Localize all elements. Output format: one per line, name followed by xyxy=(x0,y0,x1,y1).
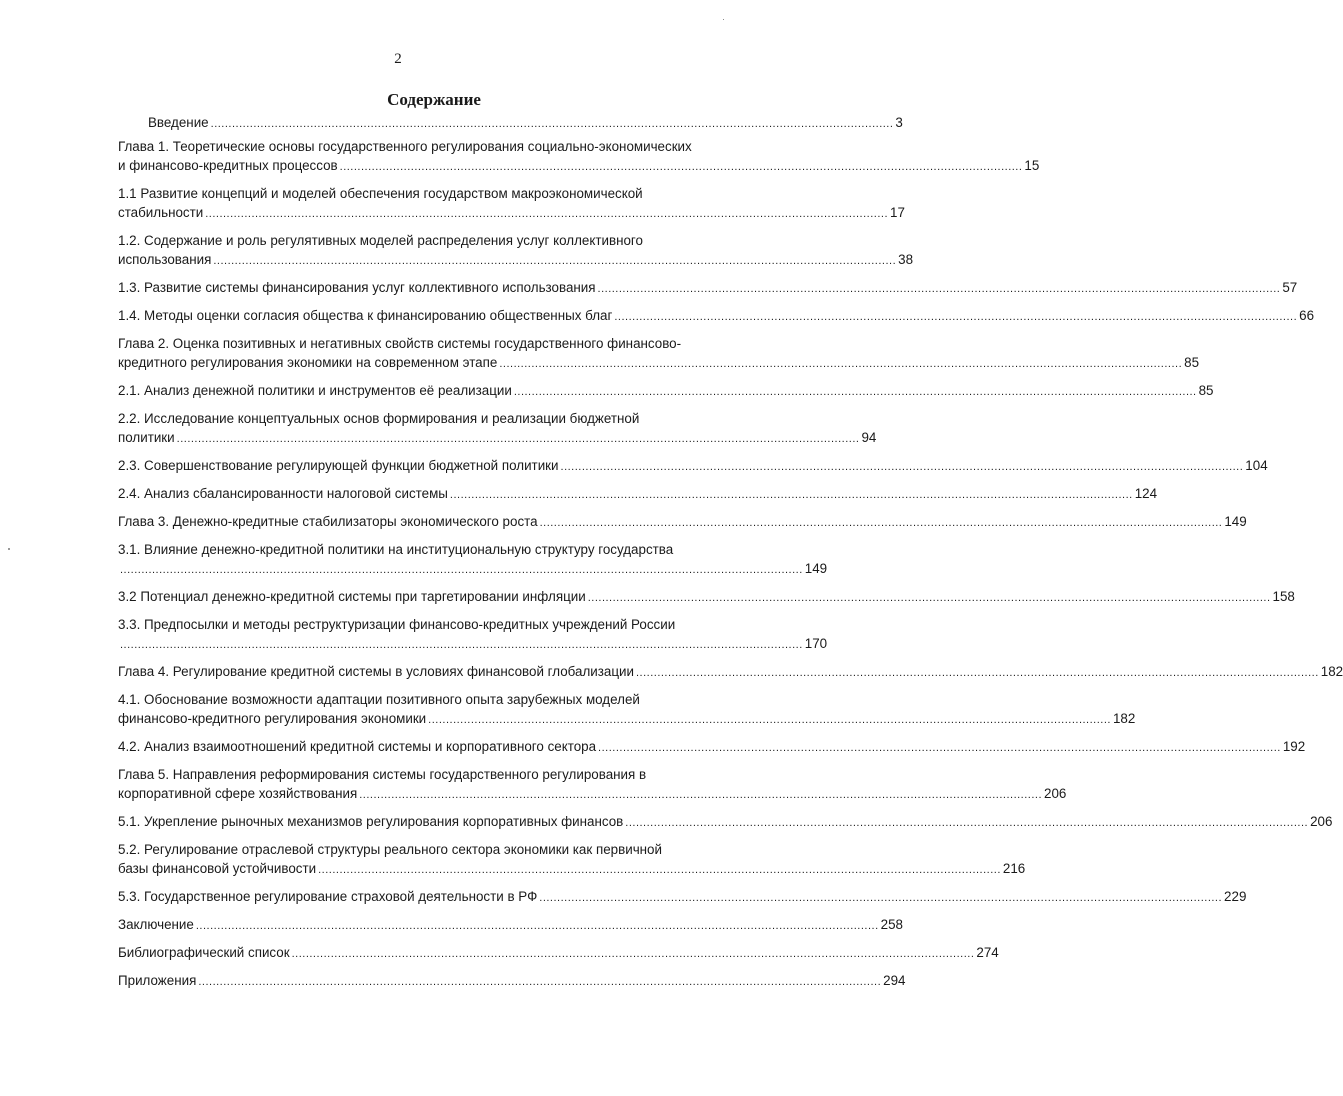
toc-leader-dots xyxy=(450,486,1133,505)
toc-entry-line xyxy=(118,587,1295,608)
toc-entry xyxy=(118,765,1067,805)
toc-entry xyxy=(118,184,905,224)
toc-leader-dots xyxy=(625,814,1308,833)
toc-entry xyxy=(118,512,1247,533)
toc-entry-title: стабильности xyxy=(118,205,204,220)
toc-entry-title: 4.2. Анализ взаимоотношений кредитной системы и корпоративного сектора xyxy=(118,739,597,754)
toc-entry-title: базы финансовой устойчивости xyxy=(118,861,317,876)
toc-leader-dots xyxy=(598,739,1281,758)
toc-entry xyxy=(118,137,1040,177)
toc-entry xyxy=(118,381,1214,402)
toc-entry-title: 2.1. Анализ денежной политики и инструментов её реализации xyxy=(118,383,512,398)
toc-entry-line xyxy=(118,156,1040,177)
toc-page-number: 170 xyxy=(804,636,828,651)
toc-leader-dots xyxy=(359,786,1042,805)
toc-entry xyxy=(148,113,903,134)
toc-page-number: 294 xyxy=(883,973,906,988)
toc-entry-title: использования xyxy=(118,252,212,267)
toc-page-number: 38 xyxy=(898,252,914,267)
toc-entry-title: Глава 2. Оценка позитивных и негативных свойств системы государственного финансово- xyxy=(118,336,682,351)
scan-artifact-dot xyxy=(8,548,10,550)
toc-entry-title: Введение xyxy=(148,115,209,130)
toc-page-number: 57 xyxy=(1282,280,1298,295)
toc-leader-dots xyxy=(428,711,1111,730)
toc-leader-dots xyxy=(211,115,894,134)
toc-entry-title: 1.2. Содержание и роль регулятивных моделей распределения услуг коллективного xyxy=(118,233,643,248)
toc-page-number: 66 xyxy=(1299,308,1315,323)
toc-entry xyxy=(118,306,1315,327)
toc-entry-line xyxy=(118,203,905,224)
toc-page-number: 3 xyxy=(895,115,903,130)
toc-entry-title: 1.3. Развитие системы финансирования услуг коллективного использования xyxy=(118,280,596,295)
toc-entry xyxy=(118,456,1268,477)
table-of-contents xyxy=(118,113,1343,999)
toc-page-number: 158 xyxy=(1272,589,1295,604)
toc-entry-line xyxy=(118,353,1200,374)
toc-leader-dots xyxy=(499,355,1182,374)
toc-leader-dots xyxy=(340,158,1023,177)
toc-page-number: 192 xyxy=(1282,739,1306,754)
toc-entry xyxy=(118,540,828,580)
toc-entry xyxy=(118,840,1026,880)
toc-page-number: 258 xyxy=(880,917,903,932)
toc-entry-line xyxy=(118,784,1067,805)
toc-leader-dots xyxy=(213,252,896,271)
toc-entry-line xyxy=(118,559,828,580)
toc-entry-title: 4.1. Обоснование возможности адаптации позитивного опыта зарубежных моделей xyxy=(118,692,640,707)
toc-leader-dots xyxy=(198,973,881,992)
toc-entry-line xyxy=(118,381,1214,402)
page-number: 2 xyxy=(394,51,402,67)
toc-entry-title: Глава 1. Теоретические основы государственного регулирования социально-экономических xyxy=(118,139,692,154)
toc-entry-title: политики xyxy=(118,430,175,445)
page-title: Содержание xyxy=(387,90,481,109)
toc-entry-title: Глава 5. Направления реформирования системы государственного регулирования в xyxy=(118,767,647,782)
toc-page-number: 182 xyxy=(1320,664,1343,679)
toc-entry-title: и финансово-кредитных процессов xyxy=(118,158,338,173)
toc-leader-dots xyxy=(514,383,1197,402)
toc-entry-line xyxy=(118,737,1306,758)
toc-entry-title: корпоративной сфере хозяйствования xyxy=(118,786,358,801)
scan-artifact-mark: · xyxy=(722,14,725,24)
toc-entry xyxy=(118,812,1333,833)
toc-entry xyxy=(118,737,1306,758)
toc-leader-dots xyxy=(292,945,975,964)
toc-entry xyxy=(118,943,999,964)
toc-leader-dots xyxy=(614,308,1297,327)
toc-entry-title: 2.4. Анализ сбалансированности налоговой системы xyxy=(118,486,448,501)
toc-entry-title: 3.2 Потенциал денежно-кредитной системы при таргетировании инфляции xyxy=(118,589,586,604)
toc-entry-title: Библиографический список xyxy=(118,945,290,960)
toc-entry-line xyxy=(118,250,914,271)
toc-entry-title: Приложения xyxy=(118,973,197,988)
toc-page-number: 229 xyxy=(1224,889,1247,904)
toc-entry-line xyxy=(118,306,1315,327)
toc-page-number: 216 xyxy=(1002,861,1026,876)
toc-leader-dots xyxy=(598,280,1281,299)
toc-entry-title: 3.1. Влияние денежно-кредитной политики на институциональную структуру государства xyxy=(118,542,674,557)
toc-entry-title: 5.1. Укрепление рыночных механизмов регулирования корпоративных финансов xyxy=(118,814,624,829)
toc-entry xyxy=(118,409,877,449)
toc-entry-line xyxy=(118,943,999,964)
toc-page-number: 274 xyxy=(976,945,999,960)
toc-leader-dots xyxy=(318,861,1001,880)
toc-page-number: 17 xyxy=(890,205,905,220)
toc-leader-dots xyxy=(177,430,860,449)
toc-entry-line xyxy=(118,859,1026,880)
toc-entry xyxy=(118,334,1200,374)
toc-entry-line xyxy=(118,971,906,992)
toc-page-number: 149 xyxy=(804,561,828,576)
toc-entry xyxy=(118,971,906,992)
toc-page-number: 182 xyxy=(1112,711,1136,726)
toc-page-number: 206 xyxy=(1310,814,1333,829)
toc-entry-line xyxy=(118,428,877,449)
toc-leader-dots xyxy=(196,917,879,936)
toc-entry-line xyxy=(118,915,903,936)
toc-page-number: 94 xyxy=(861,430,877,445)
toc-entry-title: 1.4. Методы оценки согласия общества к финансированию общественных благ xyxy=(118,308,613,323)
toc-leader-dots xyxy=(636,664,1319,683)
toc-entry-title: 2.3. Совершенствование регулирующей функции бюджетной политики xyxy=(118,458,559,473)
toc-entry-line xyxy=(118,812,1333,833)
toc-entry xyxy=(118,231,914,271)
toc-entry-title: 5.2. Регулирование отраслевой структуры реального сектора экономики как первичной xyxy=(118,842,662,857)
toc-leader-dots xyxy=(588,589,1271,608)
toc-entry-line xyxy=(118,709,1136,730)
toc-entry-title: 5.3. Государственное регулирование страховой деятельности в РФ xyxy=(118,889,538,904)
toc-page-number: 15 xyxy=(1024,158,1040,173)
toc-entry-title: 2.2. Исследование концептуальных основ формирования и реализации бюджетной xyxy=(118,411,640,426)
toc-entry xyxy=(118,587,1295,608)
toc-entry xyxy=(118,615,828,655)
toc-entry-line xyxy=(118,887,1247,908)
toc-page-number: 85 xyxy=(1198,383,1214,398)
toc-entry-title: 3.3. Предпосылки и методы реструктуризации финансово-кредитных учреждений России xyxy=(118,617,676,632)
toc-leader-dots xyxy=(120,561,803,580)
toc-entry-line xyxy=(118,512,1247,533)
toc-leader-dots xyxy=(120,636,803,655)
toc-entry-title: финансово-кредитного регулирования экономики xyxy=(118,711,427,726)
toc-entry-line xyxy=(118,484,1158,505)
toc-leader-dots xyxy=(540,514,1223,533)
toc-entry-line xyxy=(148,113,903,134)
toc-entry xyxy=(118,887,1247,908)
toc-entry-title: Заключение xyxy=(118,917,194,932)
toc-entry-title: Глава 3. Денежно-кредитные стабилизаторы экономического роста xyxy=(118,514,538,529)
toc-entry xyxy=(118,690,1136,730)
toc-entry-line xyxy=(118,278,1298,299)
toc-entry xyxy=(118,484,1158,505)
toc-entry xyxy=(118,278,1298,299)
toc-page-number: 149 xyxy=(1224,514,1247,529)
toc-entry-title: кредитного регулирования экономики на современном этапе xyxy=(118,355,498,370)
toc-entry-line xyxy=(118,662,1343,683)
toc-leader-dots xyxy=(205,205,888,224)
toc-entry xyxy=(118,662,1343,683)
toc-entry-line xyxy=(118,634,828,655)
toc-entry-line xyxy=(118,456,1268,477)
toc-page-number: 104 xyxy=(1245,458,1268,473)
toc-page-number: 206 xyxy=(1044,786,1067,801)
toc-entry xyxy=(118,915,903,936)
toc-entry-title: 1.1 Развитие концепций и моделей обеспечения государством макроэкономической xyxy=(118,186,643,201)
toc-entry-title: Глава 4. Регулирование кредитной системы в условиях финансовой глобализации xyxy=(118,664,634,679)
toc-leader-dots xyxy=(539,889,1222,908)
toc-page-number: 124 xyxy=(1134,486,1158,501)
toc-page-number: 85 xyxy=(1184,355,1200,370)
toc-leader-dots xyxy=(561,458,1244,477)
